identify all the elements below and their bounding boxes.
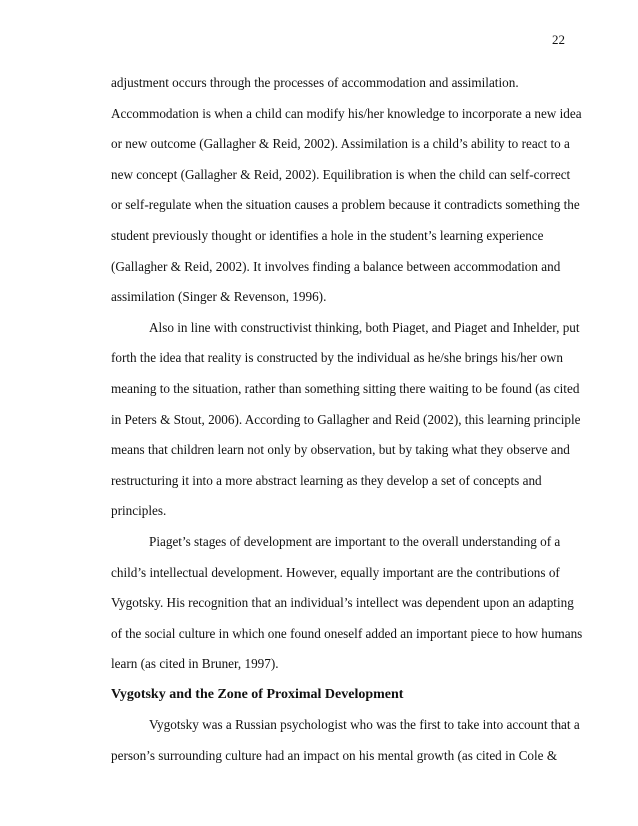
text-line: Also in line with constructivist thinking, both Piaget, and Piaget and Inhelder, put [149, 319, 580, 335]
text-line: restructuring it into a more abstract learning as they develop a set of concepts and [111, 472, 542, 488]
text-line: student previously thought or identifies a hole in the student’s learning experience [111, 227, 544, 243]
text-line: new concept (Gallagher & Reid, 2002). Equilibration is when the child can self-correct [111, 166, 571, 182]
text-line: (Gallagher & Reid, 2002). It involves finding a balance between accommodation and [111, 258, 561, 274]
text-line: meaning to the situation, rather than something sitting there waiting to be found (as cited [111, 380, 580, 396]
text-line: in Peters & Stout, 2006). According to Gallagher and Reid (2002), this learning principle [111, 411, 581, 427]
text-line: adjustment occurs through the processes of accommodation and assimilation. [111, 75, 519, 90]
text-line: or self-regulate when the situation causes a problem because it contradicts something the [111, 197, 580, 213]
text-line: person’s surrounding culture had an impact on his mental growth (as cited in Cole & [111, 748, 558, 764]
section-heading: Vygotsky and the Zone of Proximal Development [111, 686, 404, 702]
text-line: Vygotsky. His recognition that an individual’s intellect was dependent upon an adapting [111, 595, 574, 611]
text-line: principles. [111, 503, 167, 519]
body-text [111, 68, 583, 772]
text-line: means that children learn not only by observation, but by taking what they observe and [111, 442, 570, 458]
text-line: Piaget’s stages of development are important to the overall understanding of a [149, 533, 561, 549]
text-line: Vygotsky was a Russian psychologist who was the first to take into account that a [149, 717, 580, 733]
page-number: 22 [552, 32, 565, 47]
text-line: or new outcome (Gallagher & Reid, 2002). Assimilation is a child’s ability to react to a [111, 136, 570, 152]
text-line: forth the idea that reality is constructed by the individual as he/she brings his/her own [111, 350, 563, 366]
text-line: assimilation (Singer & Revenson, 1996). [111, 289, 327, 305]
text-line: of the social culture in which one found oneself added an important piece to how humans [111, 625, 583, 641]
text-line: child’s intellectual development. However, equally important are the contributions of [111, 564, 560, 580]
text-line: learn (as cited in Bruner, 1997). [111, 656, 279, 672]
text-line: Accommodation is when a child can modify his/her knowledge to incorporate a new idea [111, 105, 582, 121]
